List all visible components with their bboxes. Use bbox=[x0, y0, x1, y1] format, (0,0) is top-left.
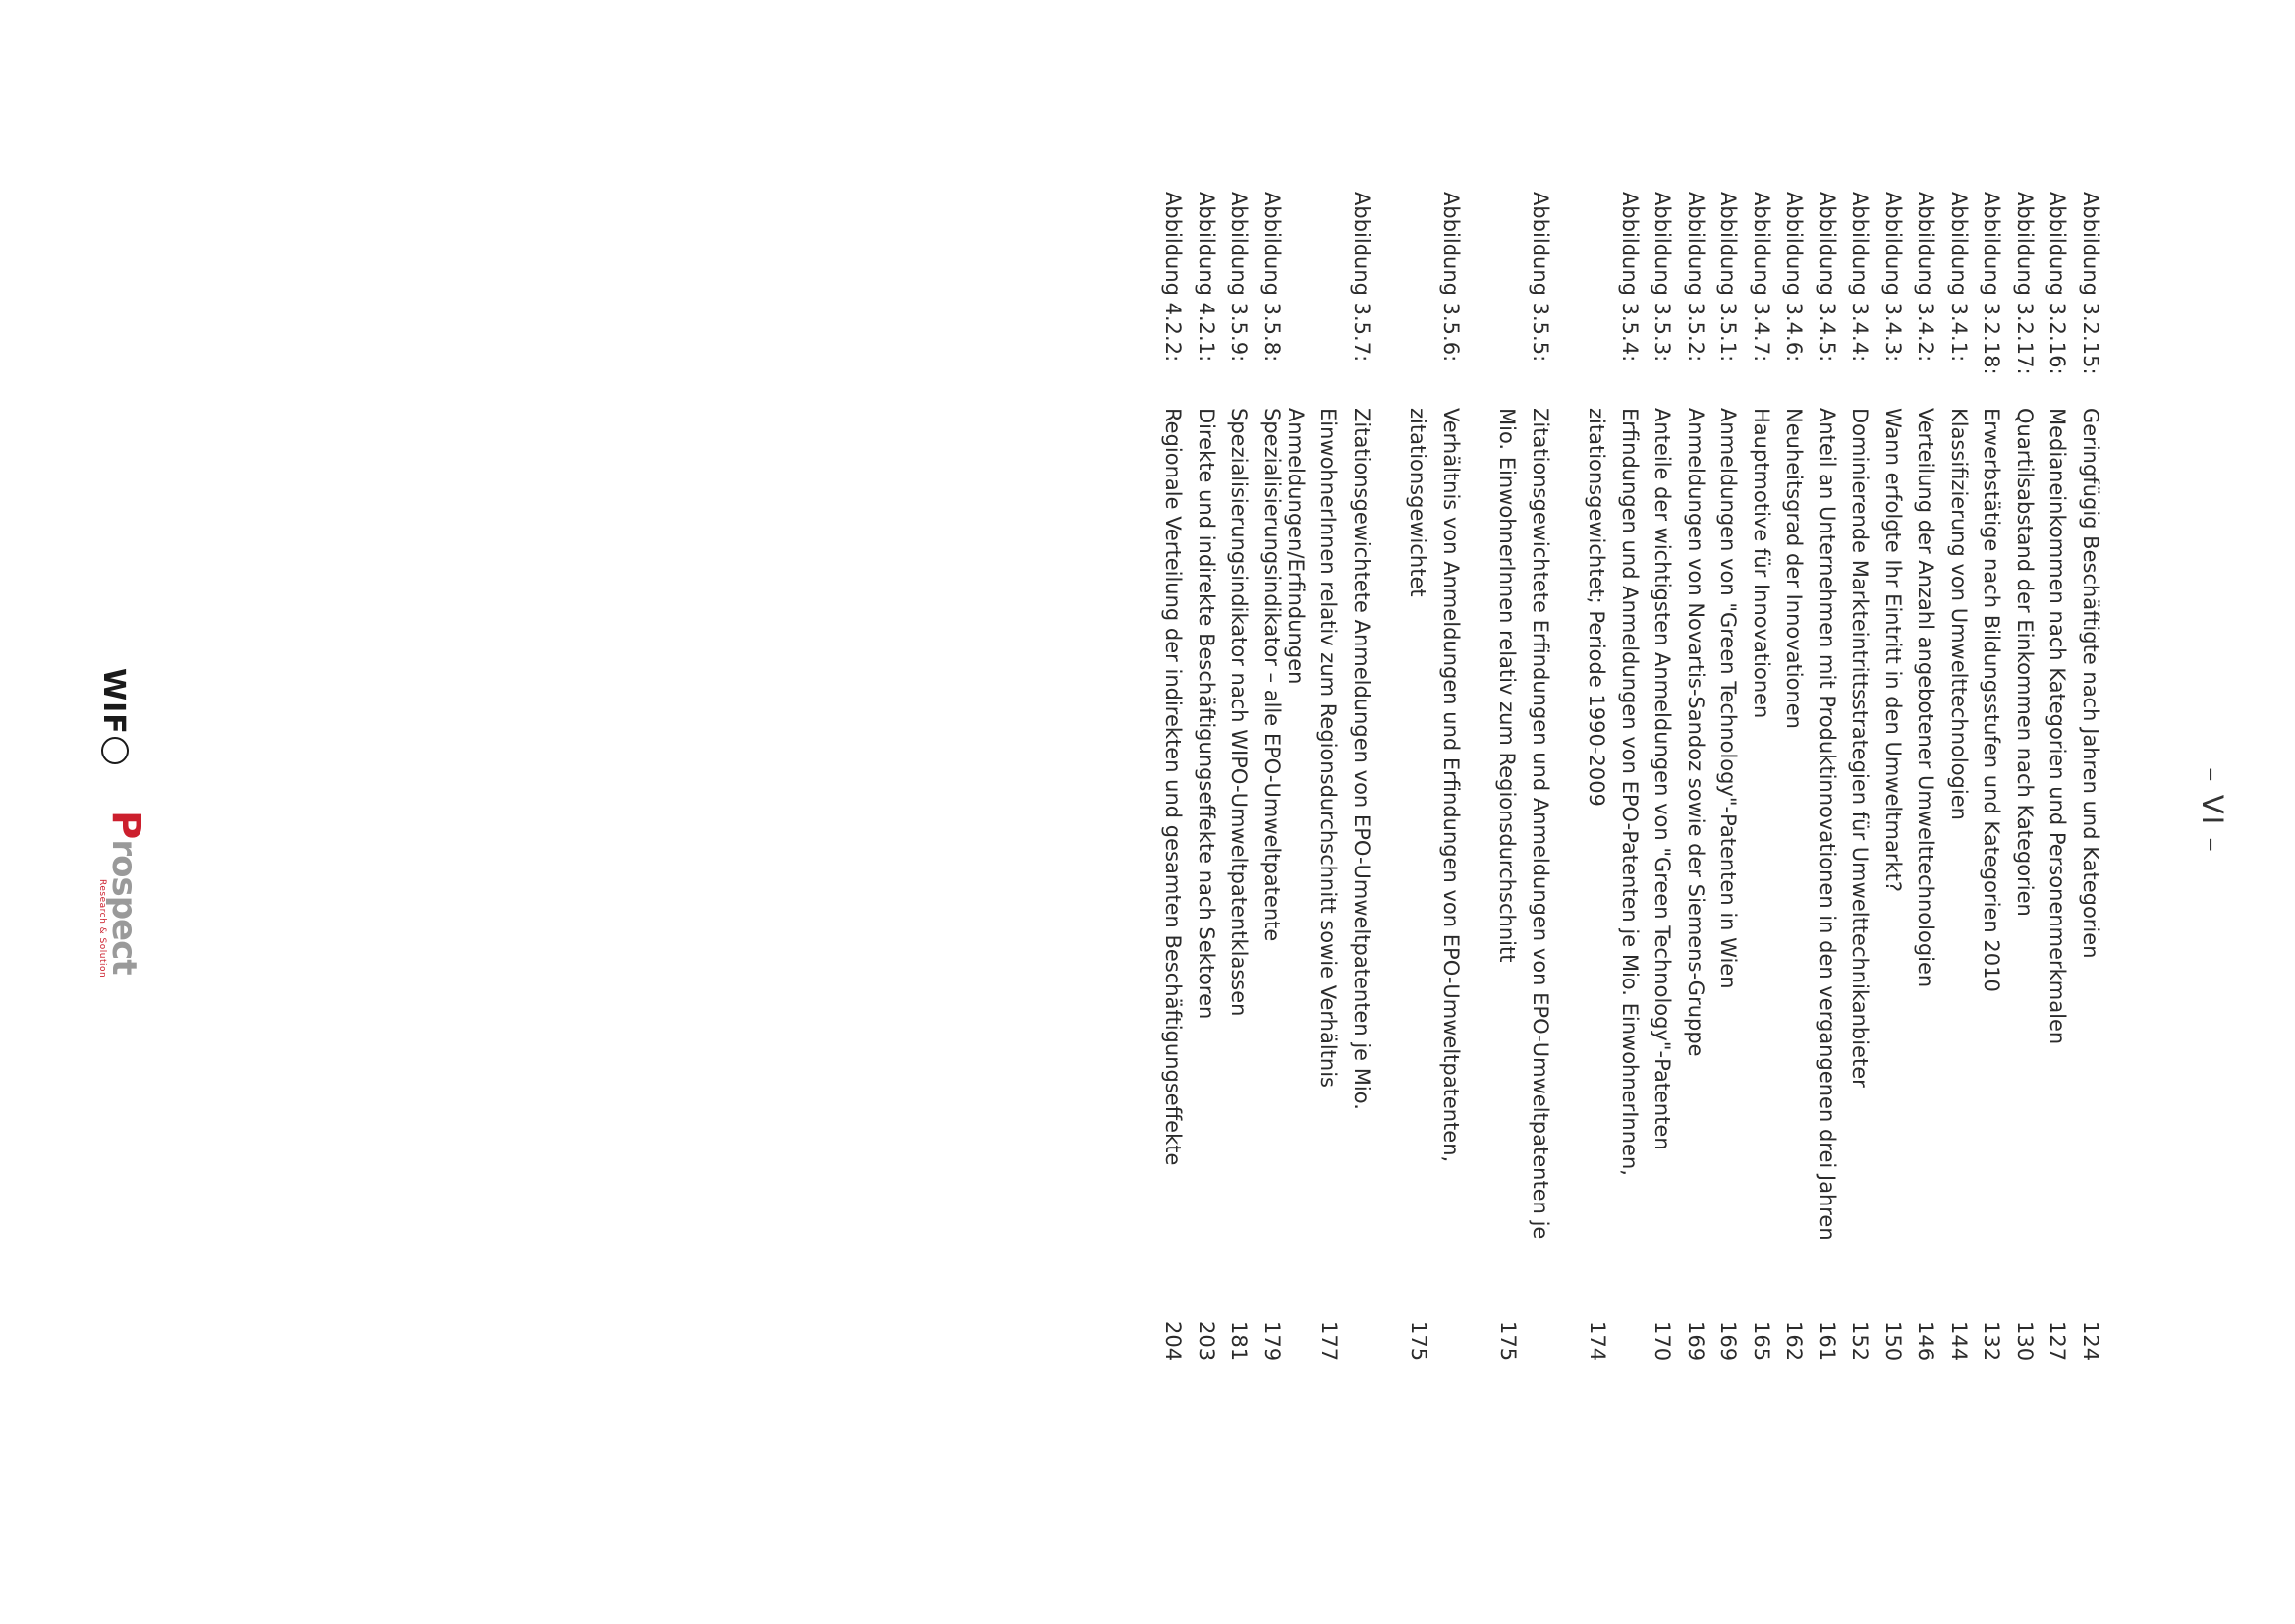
toc-entry bbox=[2041, 192, 2074, 1361]
figure-page-number: 132 bbox=[1980, 1321, 2004, 1362]
figure-label: Abbildung 3.4.2: bbox=[1914, 192, 1938, 363]
figure-title: Regionale Verteilung der indirekten und gesamten Beschäftigungseffekte bbox=[1161, 408, 1186, 1166]
figure-label: Abbildung 3.2.17: bbox=[2013, 192, 2037, 375]
figure-page-number: 169 bbox=[1716, 1321, 1741, 1362]
prospect-logo-text: rospect bbox=[104, 839, 143, 975]
toc-entry bbox=[1556, 192, 1646, 1361]
wifo-logo-ring bbox=[101, 737, 129, 764]
figure-page-number: 175 bbox=[1496, 1321, 1521, 1362]
figure-title: Spezialisierungsindikator nach WIPO-Umweltpatentklassen bbox=[1227, 408, 1252, 1017]
footer-logos bbox=[50, 668, 148, 982]
list-of-figures bbox=[1156, 192, 2106, 1361]
figure-label: Abbildung 3.5.4: bbox=[1618, 192, 1642, 363]
figure-page-number: 181 bbox=[1227, 1321, 1252, 1362]
figure-label: Abbildung 4.2.1: bbox=[1195, 192, 1218, 363]
figure-label: Abbildung 3.5.3: bbox=[1651, 192, 1675, 363]
figure-title: Direkte und indirekte Beschäftigungseffekte nach Sektoren bbox=[1195, 408, 1218, 1020]
figure-page-number: 161 bbox=[1816, 1321, 1839, 1362]
toc-entry bbox=[1843, 192, 1876, 1361]
figure-page-number: 179 bbox=[1260, 1321, 1284, 1362]
figure-page-number: 124 bbox=[2079, 1321, 2102, 1362]
figure-page-number: 169 bbox=[1684, 1321, 1707, 1362]
toc-entry bbox=[1284, 192, 1377, 1362]
figure-title: Hauptmotive für Innovationen bbox=[1750, 408, 1773, 719]
wifo-logo-text: WIF bbox=[96, 668, 131, 735]
figure-title: Anteile der wichtigsten Anmeldungen von "Green Technology"-Patenten bbox=[1651, 408, 1675, 1150]
figure-page-number: 127 bbox=[2045, 1321, 2070, 1362]
figure-page-number: 203 bbox=[1195, 1321, 1218, 1362]
toc-entry bbox=[1679, 192, 1712, 1361]
figure-title: Wann erfolgte Ihr Eintritt in den Umweltmarkt? bbox=[1881, 408, 1905, 892]
toc-entry bbox=[2074, 192, 2107, 1361]
figure-title: Erwerbstätige nach Bildungsstufen und Kategorien 2010 bbox=[1980, 408, 2004, 992]
page-number: – VI – bbox=[2196, 767, 2229, 854]
figure-label: Abbildung 3.4.1: bbox=[1947, 192, 1971, 363]
figure-page-number: 162 bbox=[1782, 1321, 1807, 1362]
prospect-logo-initial: P bbox=[103, 811, 148, 840]
figure-label: Abbildung 3.5.7: bbox=[1350, 192, 1373, 363]
figure-label: Abbildung 3.2.15: bbox=[2079, 192, 2102, 375]
toc-entry bbox=[1975, 192, 2008, 1361]
toc-entry bbox=[1909, 192, 1942, 1361]
toc-entry bbox=[1711, 192, 1745, 1361]
toc-entry bbox=[1256, 192, 1289, 1361]
figure-label: Abbildung 3.4.6: bbox=[1782, 192, 1807, 363]
figure-label: Abbildung 3.5.1: bbox=[1716, 192, 1741, 363]
figure-label: Abbildung 3.5.6: bbox=[1439, 192, 1463, 363]
toc-entry bbox=[1467, 192, 1556, 1361]
wifo-logo bbox=[96, 668, 131, 764]
figure-label: Abbildung 3.5.8: bbox=[1260, 192, 1284, 363]
figure-title: Quartilsabstand der Einkommen nach Kategorien bbox=[2013, 408, 2037, 917]
figure-title: Neuheitsgrad der Innovationen bbox=[1782, 408, 1807, 729]
figure-label: Abbildung 4.2.2: bbox=[1161, 192, 1186, 363]
figure-title: Anmeldungen von Novartis-Sandoz sowie der Siemens-Gruppe bbox=[1684, 408, 1707, 1057]
figure-title: Anmeldungen von "Green Technology"-Patenten in Wien bbox=[1716, 408, 1741, 989]
figure-page-number: 150 bbox=[1881, 1321, 1905, 1362]
toc-entry bbox=[1222, 192, 1256, 1361]
toc-entry bbox=[1377, 192, 1467, 1361]
toc-entry bbox=[1876, 192, 1910, 1361]
figure-label: Abbildung 3.5.2: bbox=[1684, 192, 1707, 363]
toc-entry bbox=[1942, 192, 1976, 1361]
figure-title: Erfindungen und Anmeldungen von EPO-Patenten je Mio. EinwohnerInnen, zitationsgewichtet; Periode 1990-2009 bbox=[1585, 408, 1642, 1176]
figure-page-number: 165 bbox=[1750, 1321, 1773, 1362]
figure-page-number: 144 bbox=[1947, 1321, 1971, 1362]
figure-page-number: 174 bbox=[1586, 1321, 1610, 1362]
prospect-logo-tagline: Research & Solution bbox=[97, 879, 107, 979]
figure-label: Abbildung 3.5.9: bbox=[1227, 192, 1252, 363]
toc-entry bbox=[1811, 192, 1844, 1361]
figure-title: Dominierende Markteintrittsstrategien für Umwelttechnikanbieter bbox=[1848, 408, 1873, 1088]
figure-label: Abbildung 3.4.7: bbox=[1750, 192, 1773, 363]
toc-entry bbox=[1777, 192, 1811, 1361]
figure-title: Geringfügig Beschäftigte nach Jahren und Kategorien bbox=[2079, 408, 2102, 959]
figure-title: Zitationsgewichtete Anmeldungen von EPO-Umweltpatenten je Mio. EinwohnerInnen relativ zum Regionsdurchschnitt sowie Verhältnis Anmeldungen/Erfindungen bbox=[1284, 408, 1373, 1110]
toc-entry bbox=[2008, 192, 2042, 1361]
figure-title: Verhältnis von Anmeldungen und Erfindungen von EPO-Umweltpatenten, zitationsgewichtet bbox=[1406, 408, 1463, 1163]
toc-entry bbox=[1190, 192, 1223, 1361]
figure-page-number: 146 bbox=[1914, 1321, 1938, 1362]
figure-label: Abbildung 3.4.5: bbox=[1816, 192, 1839, 363]
prospect-logo bbox=[97, 811, 148, 978]
toc-entry bbox=[1745, 192, 1778, 1361]
figure-page-number: 170 bbox=[1651, 1321, 1675, 1362]
figure-label: Abbildung 3.4.3: bbox=[1881, 192, 1905, 363]
figure-title: Zitationsgewichtete Erfindungen und Anmeldungen von EPO-Umweltpatenten je Mio. EinwohnerInnen relativ zum Regionsdurchschnitt bbox=[1495, 408, 1552, 1240]
figure-page-number: 177 bbox=[1317, 1321, 1342, 1362]
figure-title: Anteil an Unternehmen mit Produktinnovationen in den vergangenen drei Jahren bbox=[1816, 408, 1839, 1241]
figure-page-number: 152 bbox=[1848, 1321, 1873, 1362]
figure-page-number: 204 bbox=[1161, 1321, 1186, 1362]
figure-page-number: 175 bbox=[1407, 1321, 1431, 1362]
figure-title: Klassifizierung von Umwelttechnologien bbox=[1947, 408, 1971, 820]
figure-label: Abbildung 3.2.18: bbox=[1980, 192, 2004, 375]
figure-title: Spezialisierungsindikator – alle EPO-Umweltpatente bbox=[1260, 408, 1284, 942]
figure-title: Verteilung der Anzahl angebotener Umwelttechnologien bbox=[1914, 408, 1938, 988]
toc-entry bbox=[1646, 192, 1679, 1361]
toc-entry bbox=[1156, 192, 1190, 1361]
figure-title: Medianeinkommen nach Kategorien und Personenmerkmalen bbox=[2045, 408, 2070, 1045]
figure-label: Abbildung 3.4.4: bbox=[1848, 192, 1873, 363]
figure-page-number: 130 bbox=[2013, 1321, 2037, 1362]
figure-label: Abbildung 3.5.5: bbox=[1529, 192, 1552, 363]
figure-label: Abbildung 3.2.16: bbox=[2045, 192, 2070, 375]
